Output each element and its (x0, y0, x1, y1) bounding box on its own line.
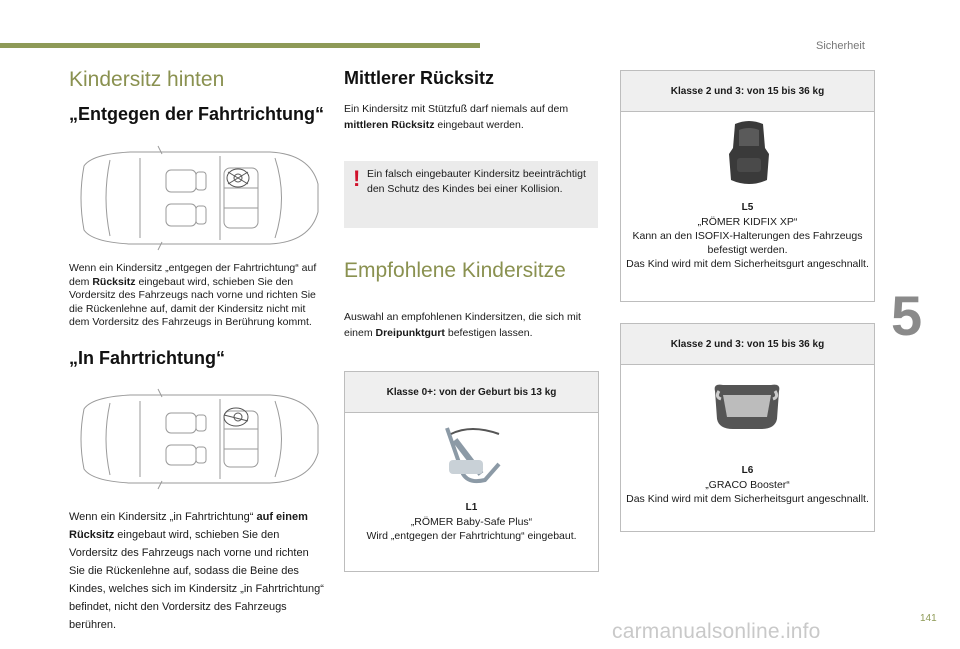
seat-box-l5-header: Klasse 2 und 3: von 15 bis 36 kg (621, 71, 874, 112)
seat-desc2-l5: Das Kind wird mit dem Sicherheitsgurt angeschnallt. (626, 258, 869, 270)
seat-desc-l1: Wird „entgegen der Fahrtrichtung“ eingebaut. (366, 530, 577, 542)
highback-booster-icon (727, 118, 771, 188)
recommended-heading: Empfohlene Kindersitze (344, 259, 566, 282)
seat-box-l6-body (621, 464, 874, 506)
center-seat-heading: Mittlerer Rücksitz (344, 68, 495, 88)
seat-desc1-l5: Kann an den ISOFIX-Halterungen des Fahrzeugs befestigt werden. (632, 230, 863, 256)
seat-box-l1-header: Klasse 0+: von der Geburt bis 13 kg (345, 372, 598, 413)
chapter-number: 5 (891, 284, 923, 347)
seat-code-l6: L6 (741, 465, 754, 476)
infant-carrier-icon (441, 420, 503, 486)
exclamation-warning-icon: ! (353, 166, 361, 191)
warning-text: Ein falsch eingebauter Kindersitz beeinträchtigt den Schutz des Kindes bei einer Kollision. (367, 168, 586, 195)
seat-name-l5: „RÖMER KIDFIX XP“ (697, 216, 798, 228)
car-backward-seat-diagram (70, 142, 322, 254)
page-title: Kindersitz hinten (69, 68, 225, 91)
watermark: carmanualsonline.info (612, 620, 821, 643)
car-forward-seat-diagram (70, 387, 322, 491)
backward-heading: „Entgegen der Fahrtrichtung“ (69, 104, 325, 124)
backward-paragraph: Wenn ein Kindersitz „entgegen der Fahrtrichtung“ auf dem Rücksitz eingebaut wird, schieben Sie den Vordersitz des Fahrzeugs nach vorne und richten Sie die Rückenlehne auf, damit der Kindersitz nicht mit dem Vordersitz des Fahrzeugs in Berührung kommt. (69, 262, 317, 328)
forward-heading: „In Fahrtrichtung“ (69, 348, 225, 368)
booster-cushion-icon (709, 381, 785, 433)
seat-box-l5 (620, 70, 875, 302)
page-number: 141 (920, 613, 937, 624)
forward-paragraph: Wenn ein Kindersitz „in Fahrtrichtung“ auf einem Rücksitz eingebaut wird, schieben Sie den Vordersitz des Fahrzeugs nach vorne und richten Sie die Rückenlehne auf, sodass die Beine des Kindes, welches sich im Kindersitz „in Fahrtrichtung“ befindet, nicht den Vordersitz des Fahrzeugs berühren. (69, 511, 324, 631)
seat-box-l1-body (345, 501, 598, 543)
header-accent-bar (0, 43, 480, 48)
seat-name-l1: „RÖMER Baby-Safe Plus“ (410, 516, 533, 528)
section-label: Sicherheit (816, 40, 865, 52)
seat-box-l1 (344, 371, 599, 572)
seat-name-l6: „GRACO Booster“ (705, 479, 790, 491)
recommended-paragraph: Auswahl an empfohlenen Kindersitzen, die sich mit einem Dreipunktgurt befestigen lassen. (344, 311, 581, 339)
seat-box-l6-header: Klasse 2 und 3: von 15 bis 36 kg (621, 324, 874, 365)
seat-code-l5: L5 (741, 202, 754, 213)
seat-box-l6 (620, 323, 875, 532)
seat-desc-l6: Das Kind wird mit dem Sicherheitsgurt angeschnallt. (626, 493, 869, 505)
center-seat-paragraph: Ein Kindersitz mit Stützfuß darf niemals auf dem mittleren Rücksitz eingebaut werden. (344, 103, 569, 131)
seat-box-l5-body (621, 201, 874, 271)
seat-code-l1: L1 (465, 502, 478, 513)
